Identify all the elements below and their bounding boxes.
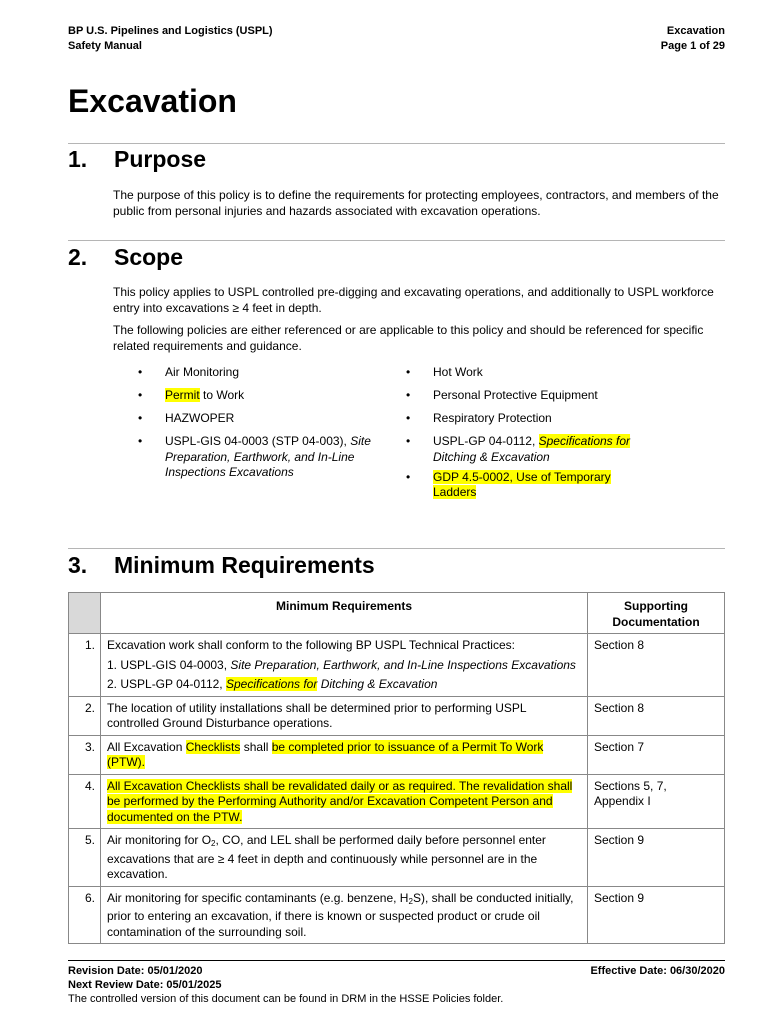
scope-paragraph-1: This policy applies to USPL controlled pre-digging and excavating operations, and additionally to USPL workforce entry into excavations ≥ 4 feet in depth. — [113, 285, 714, 315]
purpose-paragraph: The purpose of this policy is to define the requirements for protecting employees, contractors, and members of the public from personal injuries and hazards associated with excavation operations. — [113, 188, 719, 218]
list-item: • USPL-GIS 04-0003 (STP 04-003), Site Preparation, Earthwork, and In-Line Inspections Excavations — [138, 434, 373, 481]
table-row: 3. All Excavation Checklists shall be completed prior to issuance of a Permit To Work (PTW). Section 7 — [69, 735, 725, 774]
list-item: • Hot Work — [406, 365, 646, 381]
section-divider — [68, 548, 725, 549]
table-row: 2. The location of utility installations shall be determined prior to performing USPL controlled Ground Disturbance operations. Section 8 — [69, 696, 725, 735]
section-number: 2. — [68, 244, 88, 270]
header-requirements: Minimum Requirements — [101, 593, 588, 634]
document-title: Excavation — [68, 83, 237, 119]
table-row: 6. Air monitoring for specific contaminants (e.g. benzene, $H_2S$), shall be conducted initially, prior to entering an excavation, if there is known or suspected product or crude oil contamination of the surrounding soil. Section 9 — [69, 886, 725, 944]
table-row: 4. All Excavation Checklists shall be revalidated daily or as required. The revalidation shall be performed by the Performing Authority and/or Excavation Competent Person and documented on the PTW. Sections 5, 7, Appendix I — [69, 774, 725, 829]
section-number: 3. — [68, 552, 88, 578]
requirements-table — [68, 592, 725, 944]
org-name: BP U.S. Pipelines and Logistics (USPL) — [68, 25, 273, 37]
scope-paragraph-2: The following policies are either referenced or are applicable to this policy and should be referenced for specific related requirements and guidance. — [113, 323, 704, 353]
section-title: Purpose — [114, 146, 207, 172]
revision-date: Revision Date: 05/01/2020 — [68, 965, 203, 977]
policy-list-left — [138, 365, 373, 488]
policy-list-right — [406, 365, 646, 508]
list-item: • Air Monitoring — [138, 365, 373, 381]
header-supporting-documentation: Supporting Documentation — [588, 593, 725, 634]
doc-name: Excavation — [666, 25, 725, 37]
section-number: 1. — [68, 146, 88, 172]
list-item: • GDP 4.5-0002, Use of Temporary Ladders — [406, 470, 646, 501]
section-divider — [68, 240, 725, 241]
list-item: • USPL-GP 04-0112, Specifications for Ditching & Excavation — [406, 434, 646, 465]
list-item: • Respiratory Protection — [406, 411, 646, 427]
section-title: Minimum Requirements — [114, 552, 375, 578]
table-row: 1. Excavation work shall conform to the following BP USPL Technical Practices: 1. USPL-GIS 04-0003, Site Preparation, Earthwork, and In-Line Inspections Excavations 2. USPL-GP 04-0112, Specifications for Ditching & Excavation Section 8 — [69, 634, 725, 697]
list-item: • Permit to Work — [138, 388, 373, 404]
table-header-row — [69, 593, 725, 634]
table-row: 5. Air monitoring for $O_2$, CO, and LEL shall be performed daily before personnel enter excavations that are ≥ 4 feet in depth and continuously while personnel are in the excavation. Section 9 — [69, 829, 725, 887]
next-review-date: Next Review Date: 05/01/2025 — [68, 979, 222, 991]
effective-date: Effective Date: 06/30/2020 — [590, 965, 725, 977]
controlled-version-note: The controlled version of this document can be found in DRM in the HSSE Policies folder. — [68, 993, 504, 1005]
page-number: Page 1 of 29 — [660, 40, 725, 52]
header-number-cell — [69, 593, 101, 634]
list-item: • HAZWOPER — [138, 411, 373, 427]
page-footer — [68, 960, 725, 1006]
section-divider — [68, 143, 725, 144]
section-title: Scope — [114, 244, 184, 270]
manual-name: Safety Manual — [68, 40, 142, 52]
list-item: • Personal Protective Equipment — [406, 388, 646, 404]
